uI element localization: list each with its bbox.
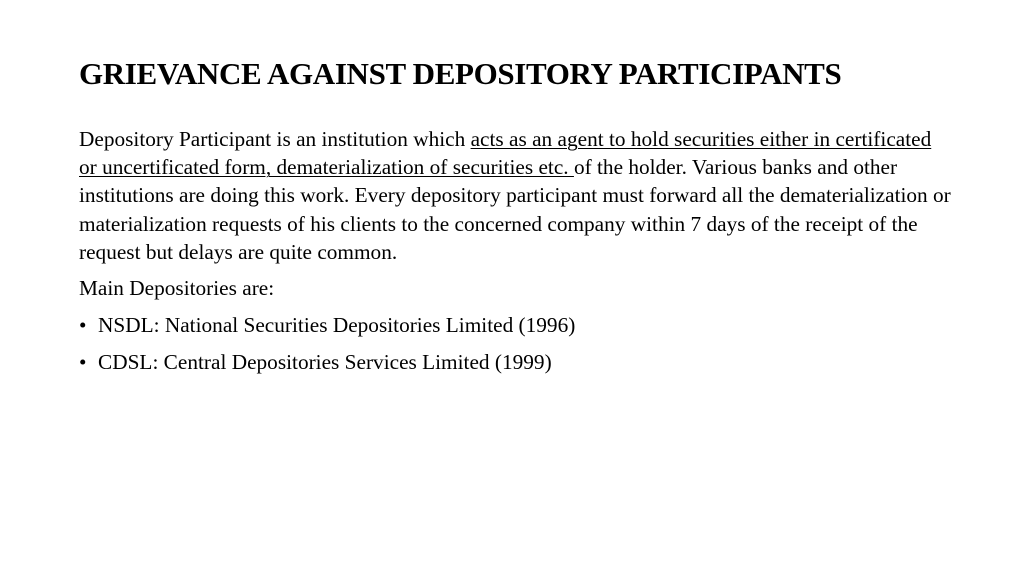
slide-body: [79, 125, 954, 377]
paragraph-rest-text: of the holder. Various banks and other institutions are doing this work. Every depository participant must forward all the dematerialization or materialization requests of his clients to the concerned company within 7 days of the receipt of the request but delays are quite common.: [79, 155, 951, 264]
list-item-nsdl: [79, 311, 954, 339]
list-item-text: CDSL: Central Depositories Services Limited (1999): [98, 350, 552, 375]
intro-paragraph: [79, 125, 954, 266]
bullet-icon: •: [79, 313, 87, 338]
paragraph-underlined-text: acts as an agent to hold securities either in certificated or uncertificated form, dematerialization of securities etc.: [79, 127, 932, 180]
paragraph-intro-text: Depository Participant is an institution which: [79, 127, 471, 151]
bullet-icon: •: [79, 350, 87, 375]
depositories-list: [79, 311, 954, 376]
slide-title: GRIEVANCE AGAINST DEPOSITORY PARTICIPANTS: [79, 56, 842, 91]
list-item-cdsl: [79, 348, 954, 376]
list-heading: Main Depositories are:: [79, 276, 275, 301]
list-item-text: NSDL: National Securities Depositories Limited (1996): [98, 313, 576, 338]
